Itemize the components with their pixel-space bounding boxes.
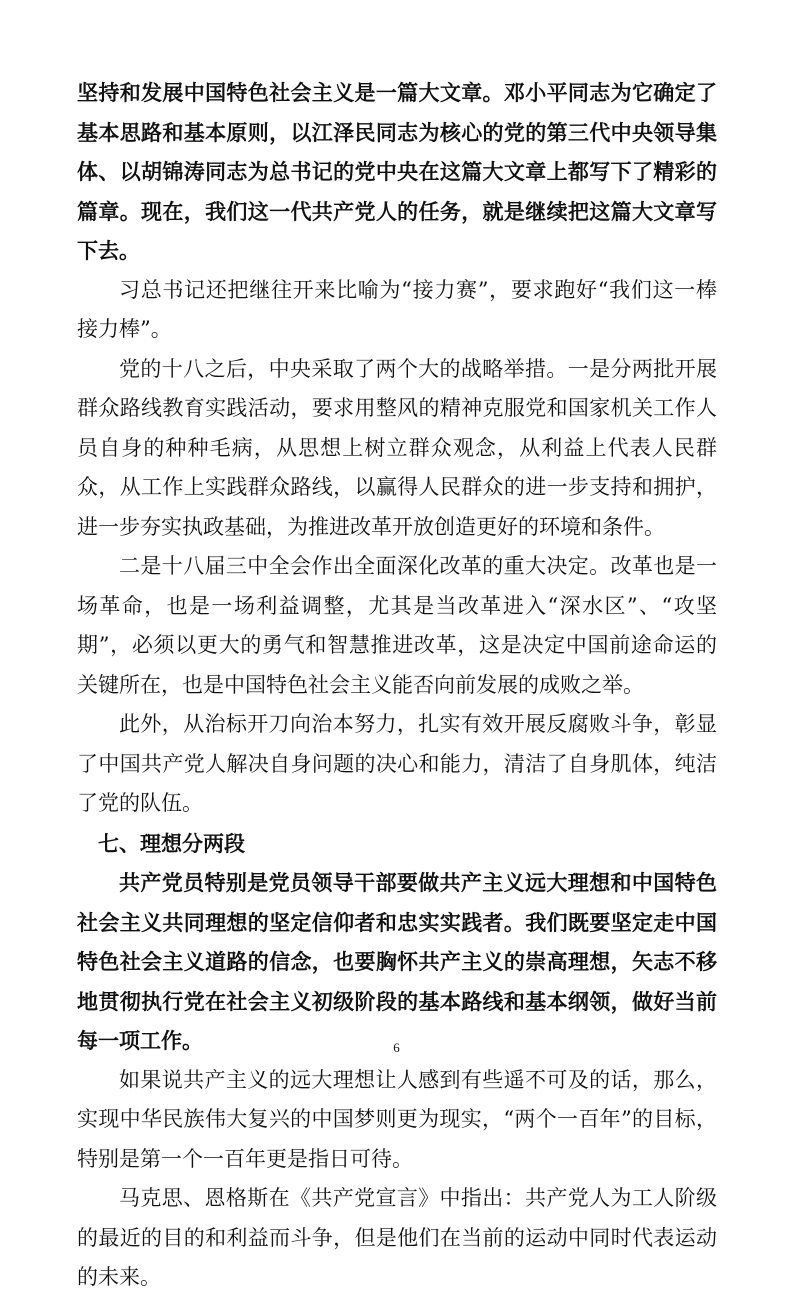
document-body bbox=[77, 73, 717, 1298]
paragraph-strategic-measures: 党的十八之后，中央采取了两个大的战略举措。一是分两批开展群众路线教育实践活动，要求用整风的精神克服党和国家机关工作人员自身的种种毛病，从思想上树立群众观念，从利益上代表人民群众，从工作上实践群众路线，以赢得人民群众的进一步支持和拥护，进一步夯实执政基础，为推进改革开放创造更好的环境和条件。 bbox=[77, 356, 717, 539]
section-heading: 七、理想分两段 bbox=[98, 830, 245, 856]
paragraph-anti-corruption: 此外，从治标开刀向治本努力，扎实有效开展反腐败斗争，彰显了中国共产党人解决自身问题的决心和能力，清洁了自身肌体，纯洁了党的队伍。 bbox=[77, 712, 717, 815]
paragraph-manifesto: 马克思、恩格斯在《共产党宣言》中指出：共产党人为工人阶级的最近的目的和利益而斗争，但是他们在当前的运动中同时代表运动的未来。 bbox=[77, 1186, 717, 1289]
page-number: 6 bbox=[393, 1040, 400, 1055]
paragraph-deepening-reform: 二是十八届三中全会作出全面深化改革的重大决定。改革也是一场革命，也是一场利益调整，尤其是当改革进入“深水区”、“攻坚期”，必须以更大的勇气和智慧推进改革，这是决定中国前途命运的关键所在，也是中国特色社会主义能否向前发展的成败之举。 bbox=[77, 554, 717, 697]
paragraph-bold-intro: 坚持和发展中国特色社会主义是一篇大文章。邓小平同志为它确定了基本思路和基本原则，以江泽民同志为核心的党的第三代中央领导集体、以胡锦涛同志为总书记的党中央在这篇大文章上都写下了精彩的篇章。现在，我们这一代共产党人的任务，就是继续把这篇大文章写下去。 bbox=[77, 80, 717, 263]
paragraph-relay-race: 习总书记还把继往开来比喻为“接力赛”，要求跑好“我们这一棒接力棒”。 bbox=[77, 277, 717, 341]
paragraph-chinese-dream: 如果说共产主义的远大理想让人感到有些遥不可及的话，那么，实现中华民族伟大复兴的中国梦则更为现实，“两个一百年”的目标，特别是第一个一百年更是指日可待。 bbox=[77, 1067, 717, 1171]
paragraph-bold-ideals: 共产党员特别是党员领导干部要做共产主义远大理想和中国特色社会主义共同理想的坚定信仰者和忠实实践者。我们既要坚定走中国特色社会主义道路的信念，也要胸怀共产主义的崇高理想，矢志不移地贯彻执行党在社会主义初级阶段的基本路线和基本纲领，做好当前每一项工作。 bbox=[77, 870, 717, 1053]
